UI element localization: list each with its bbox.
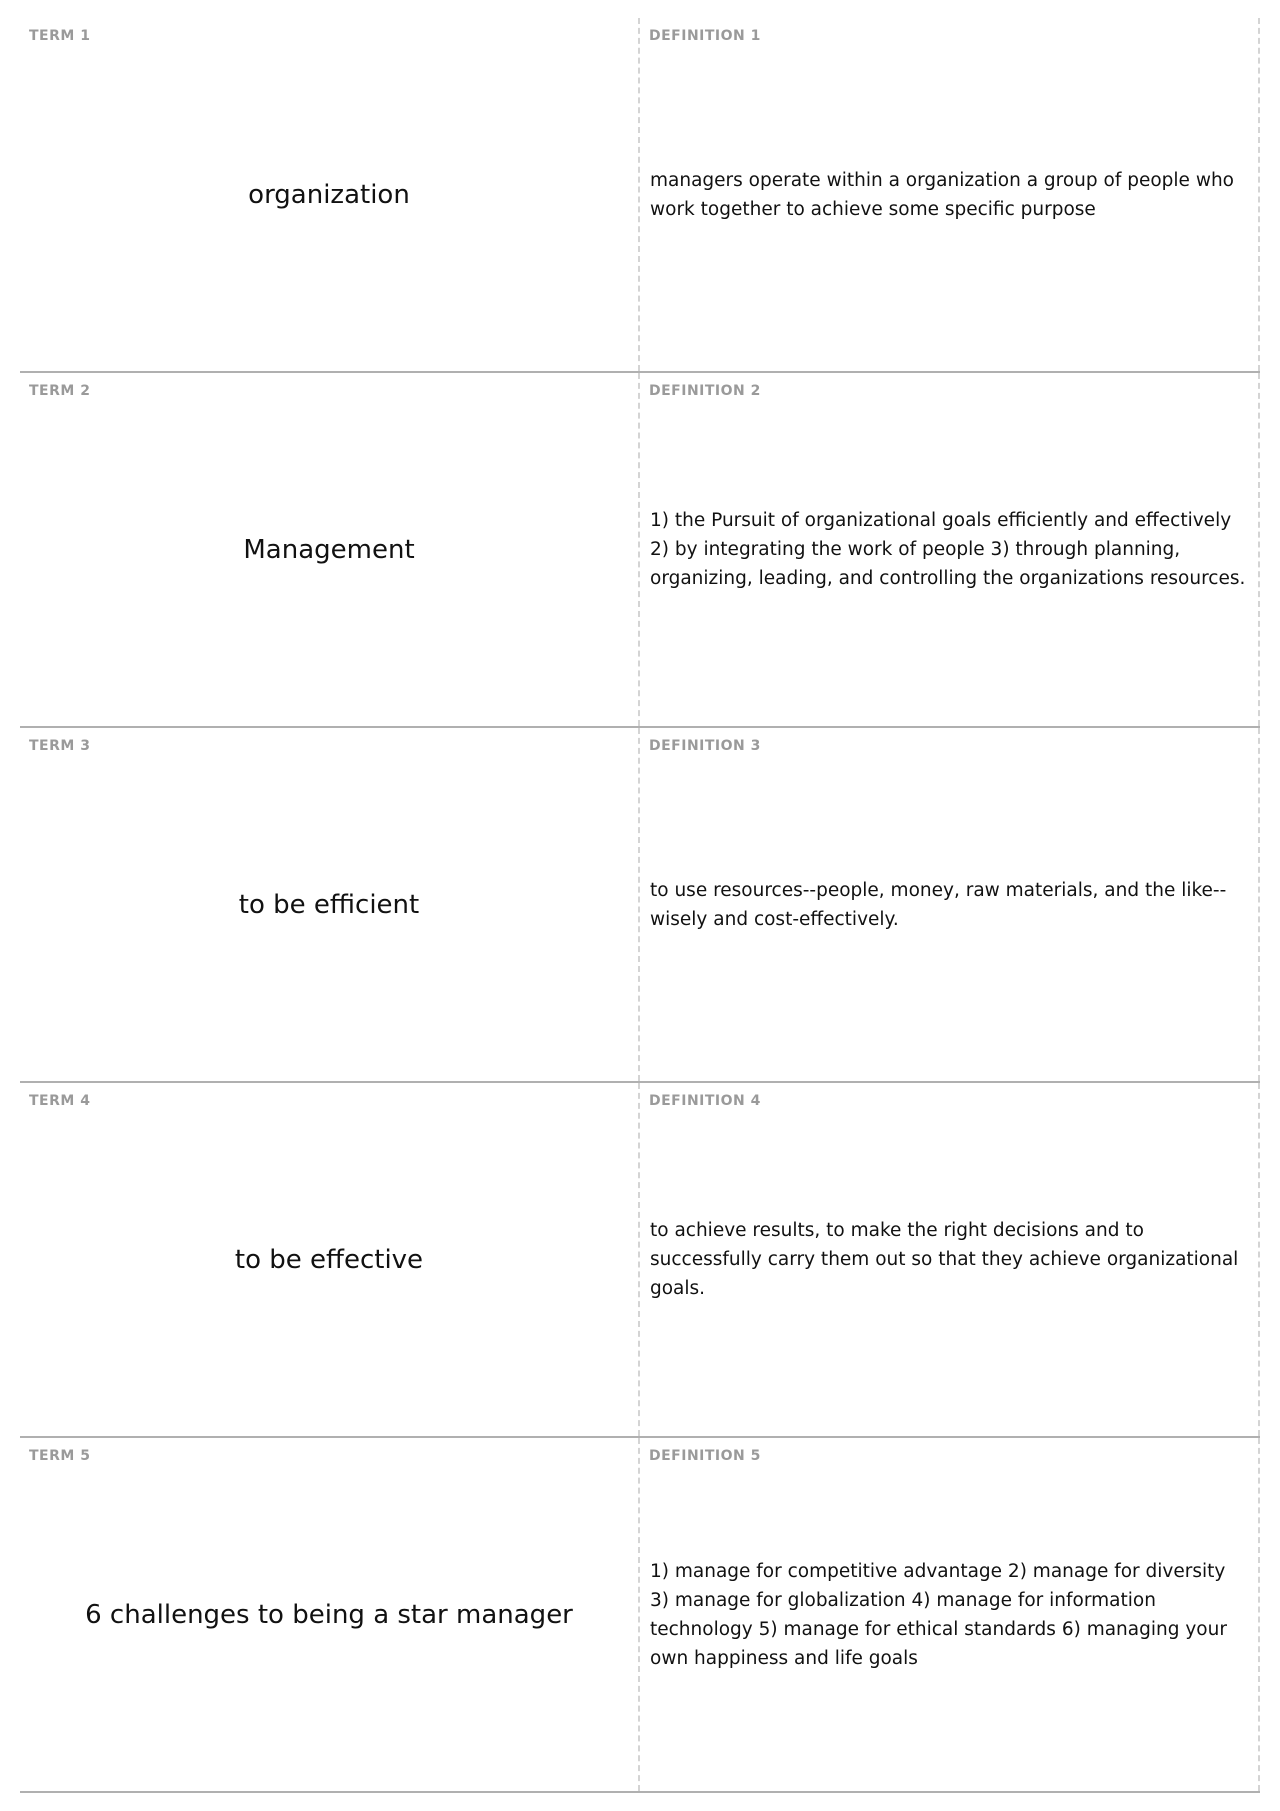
definition-text-wrap xyxy=(650,1438,1248,1791)
definition-text: 1) the Pursuit of organizational goals efficiently and effectively 2) by integrating the work of people 3) through planning, organizing, leading, and controlling the organizations resources. xyxy=(650,510,1246,589)
term-cell xyxy=(20,373,640,726)
definition-text-wrap xyxy=(650,1083,1248,1436)
term-cell xyxy=(20,18,640,371)
flashcard-row-3 xyxy=(20,728,1260,1083)
definition-cell xyxy=(640,728,1260,1081)
definition-label: DEFINITION 4 xyxy=(649,1093,761,1109)
definition-label: DEFINITION 2 xyxy=(649,383,761,399)
term-text: organization xyxy=(248,179,410,210)
term-label: TERM 3 xyxy=(29,738,91,754)
definition-label: DEFINITION 5 xyxy=(649,1448,761,1464)
definition-text: managers operate within a organization a group of people who work together to achieve some specific purpose xyxy=(650,169,1234,220)
definition-cell xyxy=(640,18,1260,371)
definition-cell xyxy=(640,1438,1260,1791)
definition-text-wrap xyxy=(650,18,1248,371)
term-text: Management xyxy=(243,534,415,565)
term-label: TERM 4 xyxy=(29,1093,91,1109)
definition-text-wrap xyxy=(650,373,1248,726)
term-label: TERM 5 xyxy=(29,1448,91,1464)
flashcard-row-5 xyxy=(20,1438,1260,1793)
definition-text: to achieve results, to make the right decisions and to successfully carry them out so that they achieve organizational goals. xyxy=(650,1220,1239,1299)
term-label: TERM 1 xyxy=(29,28,91,44)
term-text: to be effective xyxy=(234,1244,424,1275)
definition-cell xyxy=(640,1083,1260,1436)
term-text: to be efficient xyxy=(238,889,420,920)
flashcard-sheet xyxy=(20,18,1260,1793)
term-cell xyxy=(20,1438,640,1791)
flashcard-row-2 xyxy=(20,373,1260,728)
definition-label: DEFINITION 3 xyxy=(649,738,761,754)
definition-text: to use resources--people, money, raw materials, and the like-- wisely and cost-effectively. xyxy=(650,879,1227,930)
term-cell xyxy=(20,728,640,1081)
term-text: 6 challenges to being a star manager xyxy=(85,1599,573,1630)
flashcard-row-1 xyxy=(20,18,1260,373)
definition-cell xyxy=(640,373,1260,726)
term-label: TERM 2 xyxy=(29,383,91,399)
term-cell xyxy=(20,1083,640,1436)
flashcard-row-4 xyxy=(20,1083,1260,1438)
definition-label: DEFINITION 1 xyxy=(649,28,761,44)
definition-text: 1) manage for competitive advantage 2) manage for diversity 3) manage for globalization 4) manage for information technology 5) manage for ethical standards 6) managing your own happiness and life goals xyxy=(650,1560,1227,1669)
definition-text-wrap xyxy=(650,728,1248,1081)
